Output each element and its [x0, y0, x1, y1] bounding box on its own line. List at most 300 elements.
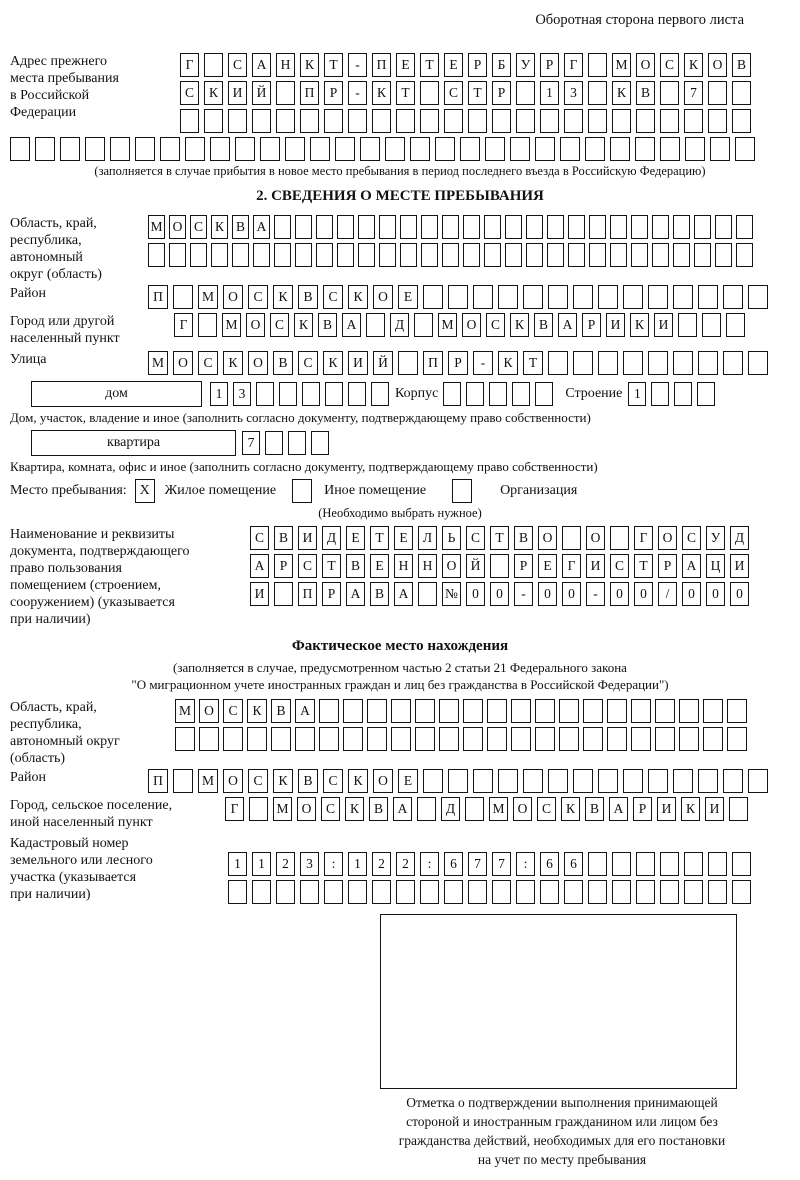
empty-char-cell — [723, 351, 743, 375]
empty-char-cell — [348, 880, 367, 904]
char-cell: - — [586, 582, 605, 606]
apartment-caption: Квартира, комната, офис и иное (заполнить согласно документу, подтверждающему право собственности) — [10, 459, 598, 474]
empty-char-cell — [228, 109, 247, 133]
char-cell: М — [198, 769, 218, 793]
empty-char-cell — [708, 109, 727, 133]
empty-char-cell — [635, 137, 655, 161]
empty-char-cell — [612, 880, 631, 904]
district-row — [148, 285, 768, 309]
char-cell: Ц — [706, 554, 725, 578]
actual-city-label-line: иной населенный пункт — [10, 815, 153, 830]
empty-char-cell — [247, 727, 267, 751]
district-label: Район — [10, 286, 46, 301]
empty-char-cell — [180, 109, 199, 133]
empty-char-cell — [463, 699, 483, 723]
empty-char-cell — [385, 137, 405, 161]
empty-char-cell — [489, 382, 507, 406]
empty-char-cell — [723, 285, 743, 309]
char-cell: П — [423, 351, 443, 375]
prev-address-row-4 — [10, 137, 790, 161]
char-cell: С — [321, 797, 340, 821]
empty-char-cell — [535, 727, 555, 751]
char-cell: А — [682, 554, 701, 578]
empty-char-cell — [573, 351, 593, 375]
empty-char-cell — [185, 137, 205, 161]
char-cell: И — [657, 797, 676, 821]
empty-char-cell — [498, 769, 518, 793]
actual-region-row-1 — [175, 699, 747, 723]
empty-char-cell — [526, 215, 543, 239]
empty-char-cell — [703, 699, 723, 723]
empty-char-cell — [610, 215, 627, 239]
char-cell: 3 — [564, 81, 583, 105]
empty-char-cell — [316, 215, 333, 239]
char-cell: О — [538, 526, 557, 550]
document-label-line: при наличии) — [10, 612, 91, 627]
empty-char-cell — [448, 769, 468, 793]
char-cell: У — [706, 526, 725, 550]
char-cell: О — [658, 526, 677, 550]
street-block — [10, 351, 790, 375]
char-cell: К — [300, 53, 319, 77]
empty-char-cell — [748, 351, 768, 375]
stamp-caption — [342, 1093, 782, 1169]
empty-char-cell — [588, 880, 607, 904]
char-cell: Е — [398, 285, 418, 309]
empty-char-cell — [173, 285, 193, 309]
empty-char-cell — [271, 727, 291, 751]
empty-char-cell — [423, 769, 443, 793]
empty-char-cell — [727, 727, 747, 751]
char-cell: К — [510, 313, 529, 337]
empty-char-cell — [523, 769, 543, 793]
city-row — [174, 313, 745, 337]
empty-char-cell — [256, 382, 274, 406]
prev-address-cells — [180, 53, 751, 137]
empty-char-cell — [279, 382, 297, 406]
region-label-line: автономный — [10, 250, 83, 265]
document-label-line: сооружением) (указывается — [10, 595, 175, 610]
char-cell: С — [248, 285, 268, 309]
city-block — [10, 313, 790, 347]
prev-address-label-line: Адрес прежнего — [10, 54, 107, 69]
char-cell: К — [681, 797, 700, 821]
char-cell: В — [585, 797, 604, 821]
char-cell: М — [438, 313, 457, 337]
empty-char-cell — [235, 137, 255, 161]
empty-char-cell — [736, 215, 753, 239]
empty-char-cell — [660, 109, 679, 133]
empty-char-cell — [85, 137, 105, 161]
char-cell: К — [612, 81, 631, 105]
char-cell: С — [198, 351, 218, 375]
empty-char-cell — [35, 137, 55, 161]
stroenie-label: Строение — [565, 386, 623, 401]
korpus-cells — [443, 382, 553, 406]
empty-char-cell — [562, 526, 581, 550]
empty-char-cell — [623, 285, 643, 309]
empty-char-cell — [110, 137, 130, 161]
empty-char-cell — [748, 769, 768, 793]
char-cell: 0 — [490, 582, 509, 606]
empty-char-cell — [636, 109, 655, 133]
char-cell: 0 — [538, 582, 557, 606]
empty-char-cell — [463, 243, 480, 267]
char-cell: В — [271, 699, 291, 723]
empty-char-cell — [708, 81, 727, 105]
empty-char-cell — [698, 285, 718, 309]
empty-char-cell — [324, 109, 343, 133]
empty-char-cell — [652, 243, 669, 267]
empty-char-cell — [348, 109, 367, 133]
char-cell: К — [561, 797, 580, 821]
document-label-line: право пользования — [10, 561, 122, 576]
empty-char-cell — [325, 382, 343, 406]
empty-char-cell — [260, 137, 280, 161]
empty-char-cell — [583, 699, 603, 723]
empty-char-cell — [636, 852, 655, 876]
empty-char-cell — [274, 243, 291, 267]
actual-location-title: Фактическое место нахождения — [291, 638, 509, 654]
empty-char-cell — [473, 285, 493, 309]
empty-char-cell — [698, 351, 718, 375]
char-cell: Г — [562, 554, 581, 578]
empty-char-cell — [559, 727, 579, 751]
cadastral-label — [10, 835, 228, 903]
empty-char-cell — [148, 243, 165, 267]
empty-char-cell — [651, 382, 669, 406]
char-cell: С — [660, 53, 679, 77]
char-cell: 0 — [706, 582, 725, 606]
empty-char-cell — [710, 137, 730, 161]
region-label-line: республика, — [10, 233, 82, 248]
char-cell: А — [253, 215, 270, 239]
char-cell: Д — [322, 526, 341, 550]
empty-char-cell — [204, 53, 223, 77]
char-cell: В — [318, 313, 337, 337]
empty-char-cell — [583, 727, 603, 751]
empty-char-cell — [423, 285, 443, 309]
empty-char-cell — [679, 727, 699, 751]
empty-char-cell — [612, 109, 631, 133]
char-cell: У — [516, 53, 535, 77]
empty-char-cell — [674, 382, 692, 406]
empty-char-cell — [300, 109, 319, 133]
empty-char-cell — [485, 137, 505, 161]
empty-char-cell — [540, 880, 559, 904]
cadastral-label-line: участка (указывается — [10, 870, 137, 885]
prev-address-label — [10, 53, 180, 121]
char-cell: К — [498, 351, 518, 375]
char-cell: В — [514, 526, 533, 550]
empty-char-cell — [253, 243, 270, 267]
region-row-1 — [148, 215, 753, 239]
char-cell: С — [248, 769, 268, 793]
empty-char-cell — [547, 243, 564, 267]
empty-char-cell — [526, 243, 543, 267]
char-cell: О — [636, 53, 655, 77]
empty-char-cell — [10, 137, 30, 161]
empty-char-cell — [396, 880, 415, 904]
empty-char-cell — [199, 727, 219, 751]
char-cell: В — [369, 797, 388, 821]
empty-char-cell — [492, 109, 511, 133]
actual-city-block — [10, 797, 790, 831]
char-cell: П — [300, 81, 319, 105]
char-cell: Й — [373, 351, 393, 375]
char-cell: А — [250, 554, 269, 578]
empty-char-cell — [535, 137, 555, 161]
empty-char-cell — [175, 727, 195, 751]
empty-char-cell — [505, 243, 522, 267]
empty-char-cell — [511, 699, 531, 723]
empty-char-cell — [484, 243, 501, 267]
empty-char-cell — [198, 313, 217, 337]
char-cell: 1 — [628, 382, 646, 406]
char-cell: К — [630, 313, 649, 337]
house-caption: Дом, участок, владение и иное (заполнить согласно документу, подтверждающему право собственности) — [10, 410, 591, 425]
empty-char-cell — [135, 137, 155, 161]
empty-char-cell — [564, 109, 583, 133]
char-cell: А — [558, 313, 577, 337]
prev-address-label-line: места пребывания — [10, 71, 119, 86]
empty-char-cell — [631, 215, 648, 239]
empty-char-cell — [548, 285, 568, 309]
char-cell: 1 — [210, 382, 228, 406]
empty-char-cell — [360, 137, 380, 161]
stamp-caption-line: стороной и иностранным гражданином или лицом без — [406, 1114, 718, 1129]
empty-char-cell — [708, 880, 727, 904]
empty-char-cell — [560, 137, 580, 161]
empty-char-cell — [343, 699, 363, 723]
char-cell: М — [198, 285, 218, 309]
actual-location-caption-line: "О миграционном учете иностранных граждан и лиц без гражданства в Российской Федерации") — [131, 677, 669, 692]
char-cell: А — [393, 797, 412, 821]
empty-char-cell — [463, 215, 480, 239]
actual-city-row — [225, 797, 748, 821]
empty-char-cell — [516, 81, 535, 105]
empty-char-cell — [420, 81, 439, 105]
empty-char-cell — [678, 313, 697, 337]
empty-char-cell — [366, 313, 385, 337]
empty-char-cell — [648, 351, 668, 375]
empty-char-cell — [443, 382, 461, 406]
char-cell: П — [372, 53, 391, 77]
empty-char-cell — [442, 215, 459, 239]
char-cell: О — [586, 526, 605, 550]
actual-location-caption-line: (заполняется в случае, предусмотренном частью 2 статьи 21 Федерального закона — [173, 660, 627, 675]
option-organization-label: Организация — [500, 483, 578, 498]
empty-char-cell — [358, 243, 375, 267]
cadastral-block — [10, 835, 790, 908]
char-cell: : — [516, 852, 535, 876]
empty-char-cell — [684, 852, 703, 876]
empty-char-cell — [498, 285, 518, 309]
actual-region-label-line: Область, край, — [10, 700, 97, 715]
char-cell: 0 — [466, 582, 485, 606]
document-row-1 — [250, 526, 749, 550]
char-cell: И — [228, 81, 247, 105]
empty-char-cell — [274, 582, 293, 606]
empty-char-cell — [276, 81, 295, 105]
empty-char-cell — [204, 109, 223, 133]
empty-char-cell — [285, 137, 305, 161]
empty-char-cell — [367, 727, 387, 751]
empty-char-cell — [232, 243, 249, 267]
char-cell: Г — [564, 53, 583, 77]
empty-char-cell — [391, 699, 411, 723]
char-cell: 0 — [610, 582, 629, 606]
char-cell: Т — [634, 554, 653, 578]
char-cell: 0 — [682, 582, 701, 606]
empty-char-cell — [319, 699, 339, 723]
empty-char-cell — [418, 582, 437, 606]
char-cell: О — [297, 797, 316, 821]
empty-char-cell — [391, 727, 411, 751]
empty-char-cell — [396, 109, 415, 133]
empty-char-cell — [302, 382, 320, 406]
empty-char-cell — [371, 382, 389, 406]
prev-address-label-line: в Российской — [10, 88, 90, 103]
char-cell: 7 — [492, 852, 511, 876]
char-cell: С — [323, 769, 343, 793]
char-cell: 3 — [300, 852, 319, 876]
char-cell: П — [148, 769, 168, 793]
char-cell: М — [489, 797, 508, 821]
char-cell: 1 — [540, 81, 559, 105]
char-cell: А — [295, 699, 315, 723]
stay-type-caption: (Необходимо выбрать нужное) — [318, 506, 482, 520]
empty-char-cell — [319, 727, 339, 751]
char-cell: Т — [370, 526, 389, 550]
empty-char-cell — [673, 215, 690, 239]
empty-char-cell — [715, 215, 732, 239]
empty-char-cell — [487, 699, 507, 723]
char-cell: - — [514, 582, 533, 606]
empty-char-cell — [648, 285, 668, 309]
char-cell: Г — [634, 526, 653, 550]
region-label-line: округ (область) — [10, 267, 102, 282]
empty-char-cell — [548, 351, 568, 375]
empty-char-cell — [610, 243, 627, 267]
page-side-note: Оборотная сторона первого листа — [535, 12, 744, 28]
char-cell: Е — [394, 526, 413, 550]
char-cell: К — [211, 215, 228, 239]
char-cell: 7 — [242, 431, 260, 455]
empty-char-cell — [516, 109, 535, 133]
char-cell: С — [270, 313, 289, 337]
street-label: Улица — [10, 352, 47, 367]
empty-char-cell — [568, 215, 585, 239]
char-cell: И — [298, 526, 317, 550]
empty-char-cell — [337, 243, 354, 267]
empty-char-cell — [274, 215, 291, 239]
empty-char-cell — [694, 243, 711, 267]
char-cell: 0 — [634, 582, 653, 606]
empty-char-cell — [295, 243, 312, 267]
house-row — [10, 381, 790, 407]
empty-char-cell — [535, 382, 553, 406]
prev-address-row-3 — [180, 109, 751, 133]
empty-char-cell — [400, 215, 417, 239]
char-cell: 7 — [684, 81, 703, 105]
empty-char-cell — [610, 137, 630, 161]
empty-char-cell — [337, 215, 354, 239]
empty-char-cell — [673, 351, 693, 375]
char-cell: Р — [468, 53, 487, 77]
char-cell: Т — [322, 554, 341, 578]
cadastral-label-line: при наличии) — [10, 887, 91, 902]
char-cell: М — [612, 53, 631, 77]
char-cell: 7 — [468, 852, 487, 876]
empty-char-cell — [636, 880, 655, 904]
char-cell: С — [323, 285, 343, 309]
house-cells — [210, 382, 389, 406]
char-cell: С — [610, 554, 629, 578]
char-cell: Е — [538, 554, 557, 578]
char-cell: А — [346, 582, 365, 606]
char-cell: 1 — [228, 852, 247, 876]
empty-char-cell — [460, 137, 480, 161]
char-cell: С — [298, 554, 317, 578]
empty-char-cell — [358, 215, 375, 239]
apartment-box: квартира — [31, 430, 236, 456]
empty-char-cell — [466, 382, 484, 406]
empty-char-cell — [735, 137, 755, 161]
char-cell: Л — [418, 526, 437, 550]
char-cell: К — [294, 313, 313, 337]
empty-char-cell — [190, 243, 207, 267]
empty-char-cell — [547, 215, 564, 239]
empty-char-cell — [610, 526, 629, 550]
char-cell: Т — [420, 53, 439, 77]
empty-char-cell — [211, 243, 228, 267]
char-cell: М — [273, 797, 292, 821]
empty-char-cell — [607, 727, 627, 751]
empty-char-cell — [660, 81, 679, 105]
empty-char-cell — [379, 215, 396, 239]
char-cell: С — [486, 313, 505, 337]
cadastral-row-2 — [228, 880, 751, 904]
char-cell: Р — [492, 81, 511, 105]
document-label-line: помещением (строением, — [10, 578, 161, 593]
char-cell: Ь — [442, 526, 461, 550]
char-cell: Н — [276, 53, 295, 77]
empty-char-cell — [652, 215, 669, 239]
empty-char-cell — [295, 727, 315, 751]
empty-char-cell — [60, 137, 80, 161]
empty-char-cell — [421, 243, 438, 267]
empty-char-cell — [252, 880, 271, 904]
empty-char-cell — [694, 215, 711, 239]
empty-char-cell — [607, 699, 627, 723]
prev-address-block — [10, 53, 790, 137]
char-cell: О — [373, 769, 393, 793]
city-label-line: Город или другой — [10, 314, 115, 329]
empty-char-cell — [548, 769, 568, 793]
char-cell: В — [298, 769, 318, 793]
empty-char-cell — [612, 852, 631, 876]
empty-char-cell — [598, 769, 618, 793]
char-cell: Р — [633, 797, 652, 821]
empty-char-cell — [623, 351, 643, 375]
char-cell: Д — [390, 313, 409, 337]
empty-char-cell — [623, 769, 643, 793]
empty-char-cell — [732, 109, 751, 133]
char-cell: И — [586, 554, 605, 578]
char-cell: Н — [394, 554, 413, 578]
empty-char-cell — [324, 880, 343, 904]
